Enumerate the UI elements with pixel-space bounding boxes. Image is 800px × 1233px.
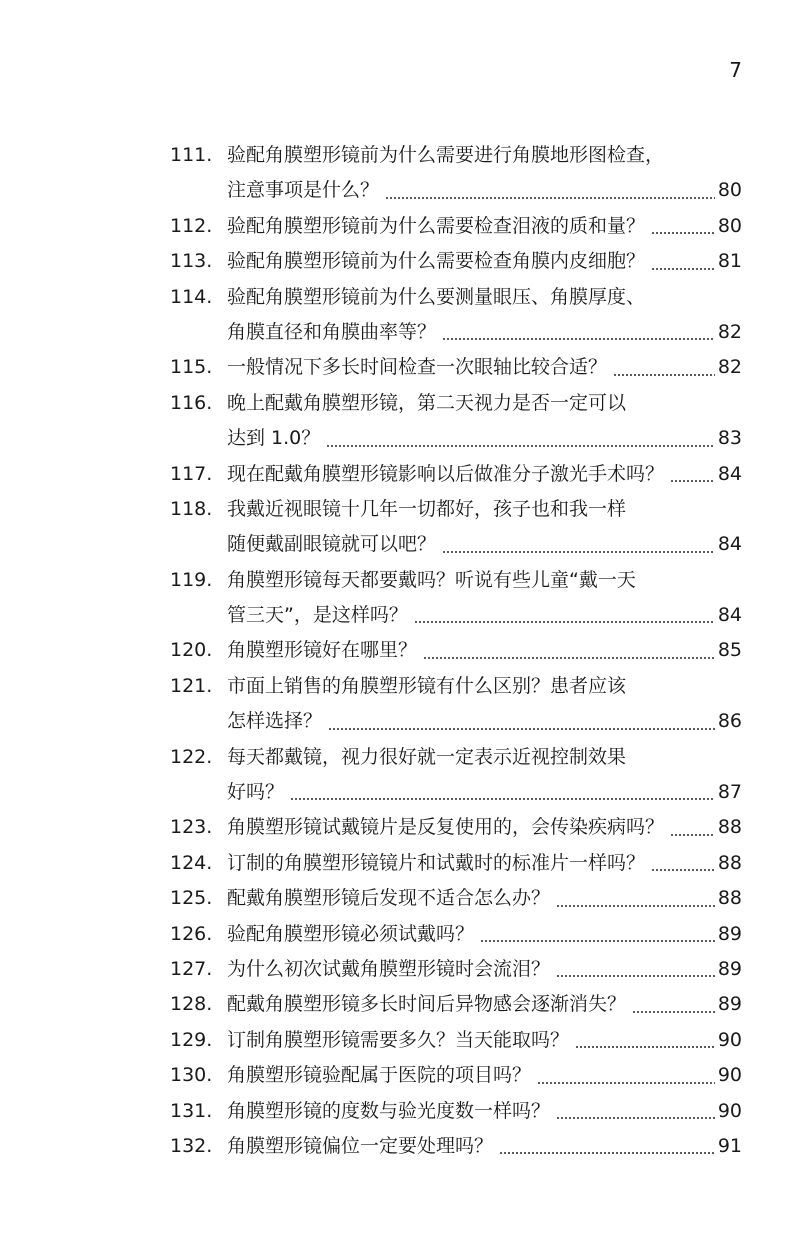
toc-entry[interactable]	[170, 244, 742, 279]
dot-leader	[328, 728, 715, 730]
toc-entry-number: 117.	[170, 462, 213, 485]
toc-entry-title: 配戴角膜塑形镜多长时间后异物感会逐渐消失？	[227, 993, 627, 1016]
toc-line	[170, 669, 742, 704]
toc-page-number: 86	[717, 710, 742, 733]
toc-line	[170, 846, 742, 881]
dot-leader	[442, 551, 715, 553]
toc-entry[interactable]	[170, 669, 742, 740]
toc-entry[interactable]	[170, 280, 742, 351]
toc-page-number: 85	[717, 639, 742, 662]
table-of-contents	[170, 138, 742, 1164]
toc-entry-title: 订制的角膜塑形镜镜片和试戴时的标准片一样吗？	[227, 851, 646, 874]
toc-entry[interactable]	[170, 846, 742, 881]
toc-page-number: 82	[717, 320, 742, 343]
toc-entry-title: 角膜直径和角膜曲率等？	[227, 320, 437, 343]
toc-entry-title: 角膜塑形镜验配属于医院的项目吗？	[227, 1064, 532, 1087]
toc-entry-number: 123.	[170, 816, 213, 839]
toc-page-number: 84	[717, 533, 742, 556]
toc-page-number: 81	[717, 250, 742, 273]
dot-leader	[651, 268, 715, 270]
toc-entry-title: 角膜塑形镜每天都要戴吗？听说有些儿童“戴一天	[227, 568, 636, 591]
dot-leader	[613, 374, 715, 376]
toc-entry-title: 验配角膜塑形镜前为什么需要进行角膜地形图检查，	[227, 143, 665, 166]
toc-entry-number: 131.	[170, 1099, 213, 1122]
toc-entry-title: 晚上配戴角膜塑形镜，第二天视力是否一定可以	[227, 391, 627, 414]
toc-entry-title: 验配角膜塑形镜必须试戴吗？	[227, 922, 475, 945]
toc-entry[interactable]	[170, 386, 742, 457]
toc-entry[interactable]	[170, 1023, 742, 1058]
toc-entry[interactable]	[170, 563, 742, 634]
toc-entry-number: 128.	[170, 993, 213, 1016]
toc-page-number: 91	[717, 1134, 742, 1157]
toc-entry[interactable]	[170, 457, 742, 492]
toc-entry-number: 126.	[170, 922, 213, 945]
toc-entry[interactable]	[170, 633, 742, 668]
toc-page-number: 88	[717, 851, 742, 874]
toc-entry-title: 管三天”，是这样吗？	[227, 604, 408, 627]
dot-leader	[556, 1117, 715, 1119]
dot-leader	[385, 197, 715, 199]
dot-leader	[480, 940, 715, 942]
toc-entry-number: 132.	[170, 1134, 213, 1157]
toc-line	[170, 386, 742, 421]
dot-leader	[537, 1082, 715, 1084]
toc-page-number: 84	[717, 462, 742, 485]
toc-entry[interactable]	[170, 492, 742, 563]
toc-entry-number: 121.	[170, 674, 213, 697]
toc-page-number: 90	[717, 1064, 742, 1087]
toc-entry-title: 现在配戴角膜塑形镜影响以后做准分子激光手术吗？	[227, 462, 665, 485]
toc-entry[interactable]	[170, 138, 742, 209]
dot-leader	[442, 338, 715, 340]
toc-line	[170, 598, 742, 633]
toc-line	[170, 1023, 742, 1058]
dot-leader	[326, 445, 715, 447]
toc-entry-title: 为什么初次试戴角膜塑形镜时会流泪？	[227, 957, 551, 980]
toc-entry-number: 112.	[170, 214, 213, 237]
toc-entry-title: 市面上销售的角膜塑形镜有什么区别？患者应该	[227, 674, 627, 697]
toc-line	[170, 987, 742, 1022]
toc-line	[170, 775, 742, 810]
toc-entry[interactable]	[170, 1129, 742, 1164]
dot-leader	[556, 905, 715, 907]
toc-entry-title: 验配角膜塑形镜前为什么需要检查角膜内皮细胞？	[227, 250, 646, 273]
dot-leader	[575, 1046, 715, 1048]
toc-page-number: 80	[717, 179, 742, 202]
toc-line	[170, 1094, 742, 1129]
toc-page-number: 87	[717, 781, 742, 804]
toc-line	[170, 315, 742, 350]
toc-line	[170, 704, 742, 739]
toc-page-number: 90	[717, 1099, 742, 1122]
toc-entry-title: 好吗？	[227, 781, 285, 804]
toc-page-number: 88	[717, 816, 742, 839]
toc-entry-number: 127.	[170, 957, 213, 980]
dot-leader	[651, 232, 715, 234]
toc-page-number: 88	[717, 887, 742, 910]
toc-page-number: 82	[717, 356, 742, 379]
toc-line	[170, 563, 742, 598]
toc-page-number: 83	[717, 427, 742, 450]
dot-leader	[632, 1011, 715, 1013]
toc-entry-title: 验配角膜塑形镜前为什么要测量眼压、角膜厚度、	[227, 285, 646, 308]
toc-entry-number: 118.	[170, 497, 213, 520]
toc-entry[interactable]	[170, 209, 742, 244]
toc-entry-title: 达到 1.0？	[227, 427, 321, 450]
toc-entry[interactable]	[170, 350, 742, 385]
toc-entry[interactable]	[170, 952, 742, 987]
toc-line	[170, 917, 742, 952]
toc-entry[interactable]	[170, 987, 742, 1022]
toc-entry-number: 120.	[170, 639, 213, 662]
toc-entry-title: 角膜塑形镜好在哪里？	[227, 639, 418, 662]
toc-entry-title: 角膜塑形镜偏位一定要处理吗？	[227, 1134, 494, 1157]
toc-line	[170, 527, 742, 562]
toc-line	[170, 952, 742, 987]
toc-entry[interactable]	[170, 917, 742, 952]
dot-leader	[670, 834, 715, 836]
toc-line	[170, 421, 742, 456]
toc-line	[170, 492, 742, 527]
dot-leader	[499, 1152, 715, 1154]
toc-line	[170, 457, 742, 492]
toc-entry-title: 注意事项是什么？	[227, 179, 380, 202]
toc-line	[170, 350, 742, 385]
toc-line	[170, 810, 742, 845]
toc-page-number: 80	[717, 214, 742, 237]
toc-line	[170, 280, 742, 315]
toc-entry-title: 我戴近视眼镜十几年一切都好，孩子也和我一样	[227, 497, 627, 520]
toc-entry-number: 113.	[170, 250, 213, 273]
toc-entry-title: 订制角膜塑形镜需要多久？当天能取吗？	[227, 1028, 570, 1051]
toc-entry-number: 119.	[170, 568, 213, 591]
toc-entry-number: 129.	[170, 1028, 213, 1051]
toc-line	[170, 138, 742, 173]
toc-entry[interactable]	[170, 881, 742, 916]
toc-entry[interactable]	[170, 1094, 742, 1129]
dot-leader	[556, 975, 715, 977]
toc-entry[interactable]	[170, 810, 742, 845]
dot-leader	[651, 869, 715, 871]
toc-line	[170, 633, 742, 668]
toc-page-number: 90	[717, 1028, 742, 1051]
toc-entry-title: 配戴角膜塑形镜后发现不适合怎么办？	[227, 887, 551, 910]
toc-entry[interactable]	[170, 1058, 742, 1093]
toc-entry-title: 怎样选择？	[227, 710, 323, 733]
toc-page-number: 89	[717, 957, 742, 980]
toc-entry-number: 125.	[170, 887, 213, 910]
toc-entry-number: 114.	[170, 285, 213, 308]
toc-line	[170, 1058, 742, 1093]
toc-line	[170, 1129, 742, 1164]
toc-line	[170, 881, 742, 916]
toc-entry-number: 124.	[170, 851, 213, 874]
toc-page-number: 89	[717, 922, 742, 945]
toc-entry-title: 角膜塑形镜试戴镜片是反复使用的，会传染疾病吗？	[227, 816, 665, 839]
page-number: 7	[729, 58, 742, 82]
toc-entry-title: 角膜塑形镜的度数与验光度数一样吗？	[227, 1099, 551, 1122]
toc-entry-title: 一般情况下多长时间检查一次眼轴比较合适？	[227, 356, 608, 379]
dot-leader	[290, 798, 715, 800]
dot-leader	[423, 657, 715, 659]
toc-line	[170, 173, 742, 208]
toc-entry-number: 130.	[170, 1064, 213, 1087]
toc-line	[170, 244, 742, 279]
dot-leader	[670, 480, 715, 482]
toc-entry-number: 111.	[170, 143, 213, 166]
dot-leader	[414, 621, 715, 623]
toc-entry-title: 随便戴副眼镜就可以吧？	[227, 533, 437, 556]
toc-entry-number: 115.	[170, 356, 213, 379]
toc-line	[170, 740, 742, 775]
toc-entry-number: 116.	[170, 391, 213, 414]
toc-entry-title: 验配角膜塑形镜前为什么需要检查泪液的质和量？	[227, 214, 646, 237]
toc-page-number: 84	[717, 604, 742, 627]
toc-entry-number: 122.	[170, 745, 213, 768]
toc-page-number: 89	[717, 993, 742, 1016]
toc-line	[170, 209, 742, 244]
toc-entry-title: 每天都戴镜，视力很好就一定表示近视控制效果	[227, 745, 627, 768]
toc-entry[interactable]	[170, 740, 742, 811]
